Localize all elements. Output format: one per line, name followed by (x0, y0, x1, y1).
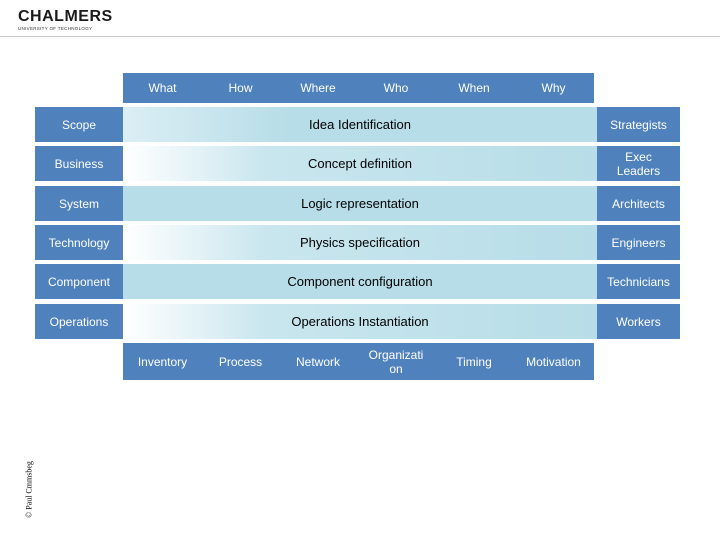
row-label-business: Business (35, 146, 123, 181)
logo-subtitle: UNIVERSITY OF TECHNOLOGY (18, 26, 93, 31)
band-logic-representation: Logic representation (123, 186, 597, 221)
footer-organization: Organizati on (357, 343, 435, 380)
band-component-configuration: Component configuration (123, 264, 597, 299)
row-label-operations: Operations (35, 304, 123, 339)
band-operations-instantiation: Operations Instantiation (123, 304, 597, 339)
role-exec-leaders: Exec Leaders (597, 146, 680, 181)
role-engineers: Engineers (597, 225, 680, 260)
header-divider (0, 36, 720, 37)
column-header-when: When (435, 73, 513, 103)
footer-process: Process (202, 343, 279, 380)
row-label-system: System (35, 186, 123, 221)
role-strategists: Strategists (597, 107, 680, 142)
band-concept-definition: Concept definition (123, 146, 597, 181)
footer-network: Network (279, 343, 357, 380)
copyright-notice: © Paul Cmmsbeg (24, 461, 34, 518)
column-header-why: Why (513, 73, 594, 103)
role-architects: Architects (597, 186, 680, 221)
column-header-who: Who (357, 73, 435, 103)
row-label-component: Component (35, 264, 123, 299)
band-idea-identification: Idea Identification (123, 107, 597, 142)
column-header-what: What (123, 73, 202, 103)
column-header-where: Where (279, 73, 357, 103)
band-physics-specification: Physics specification (123, 225, 597, 260)
footer-timing: Timing (435, 343, 513, 380)
chalmers-logo (18, 9, 113, 31)
row-label-technology: Technology (35, 225, 123, 260)
role-workers: Workers (597, 304, 680, 339)
role-technicians: Technicians (597, 264, 680, 299)
footer-motivation: Motivation (513, 343, 594, 380)
row-label-scope: Scope (35, 107, 123, 142)
column-header-how: How (202, 73, 279, 103)
logo-name: CHALMERS (18, 8, 113, 25)
footer-inventory: Inventory (123, 343, 202, 380)
